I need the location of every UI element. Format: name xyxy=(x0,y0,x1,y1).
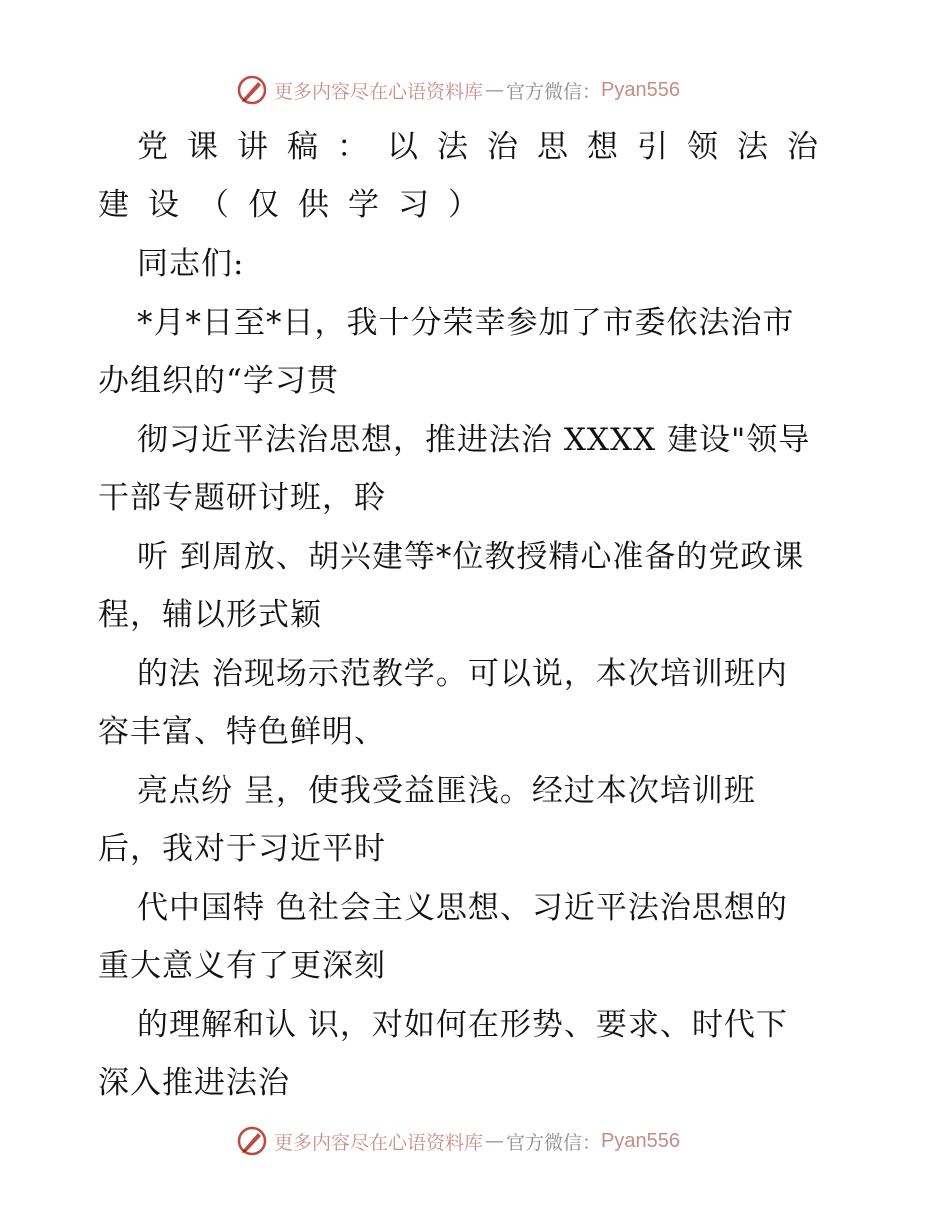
body-line: 亮点纷 呈，使我受益匪浅。经过本次培训班 xyxy=(137,773,756,809)
body-line: 的理解和认 识，对如何在形势、要求、时代下 xyxy=(137,1007,788,1043)
body-line: 容丰富、特色鲜明、 xyxy=(98,714,386,750)
body-line: 的法 治现场示范教学。可以说，本次培训班内 xyxy=(137,656,788,692)
watermark-separator: — xyxy=(485,1130,505,1152)
document-title-line-1: 党课讲稿：以法治思想引领法治 xyxy=(137,129,837,165)
footer-watermark xyxy=(236,1124,680,1158)
body-line: 代中国特 色社会主义思想、习近平法治思想的 xyxy=(137,890,788,926)
document-title-line-2: 建设（仅供学习） xyxy=(98,187,498,223)
body-line: *月*日至*日，我十分荣幸参加了市委依法治市 xyxy=(137,305,795,341)
pen-logo-icon xyxy=(236,1125,268,1157)
watermark-brand: 更多内容尽在心语资料库 xyxy=(274,1131,484,1154)
greeting: 同志们: xyxy=(137,246,245,282)
watermark-id: Pyan556 xyxy=(601,78,680,101)
watermark-label: 官方微信： xyxy=(506,1131,602,1154)
body-line: 后，我对于习近平时 xyxy=(98,831,386,867)
pen-logo-icon xyxy=(236,74,268,106)
watermark-separator: — xyxy=(485,79,505,101)
watermark-id: Pyan556 xyxy=(601,1129,680,1152)
body-line: 程，辅以形式颖 xyxy=(98,597,322,633)
body-line: 办组织的“学习贯 xyxy=(98,363,339,399)
watermark-brand: 更多内容尽在心语资料库 xyxy=(274,80,484,103)
body-line: 彻习近平法治思想，推进法治 XXXX 建设"领导 xyxy=(137,422,811,458)
body-line: 听 到周放、胡兴建等*位教授精心准备的党政课 xyxy=(137,539,805,575)
body-line: 重大意义有了更深刻 xyxy=(98,948,386,984)
header-watermark xyxy=(236,73,680,107)
body-line: 干部专题研讨班，聆 xyxy=(98,480,386,516)
watermark-label: 官方微信： xyxy=(506,80,602,103)
body-line: 深入推进法治 xyxy=(98,1065,290,1101)
